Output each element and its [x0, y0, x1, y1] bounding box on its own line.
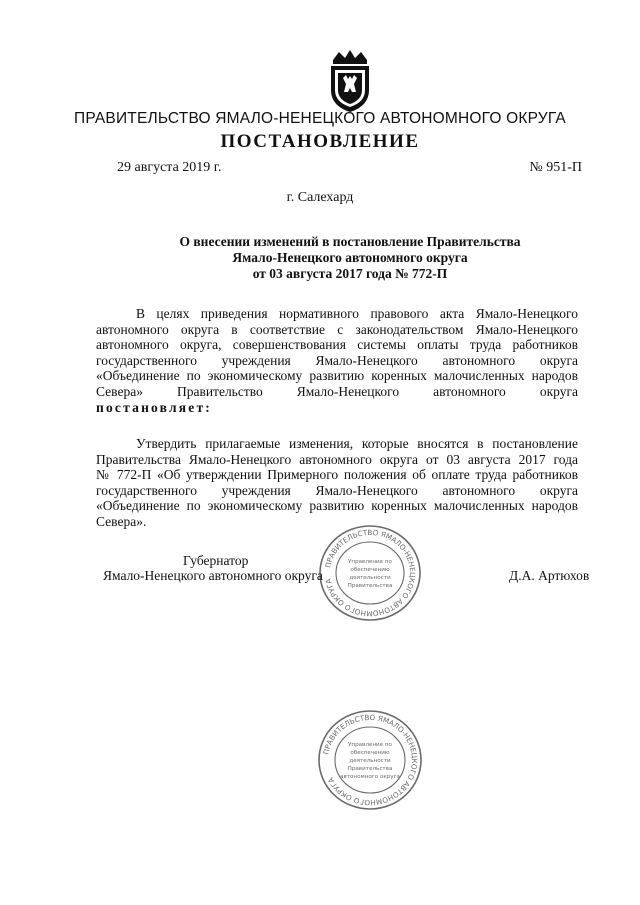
document-type: ПОСТАНОВЛЕНИЕ — [220, 131, 420, 152]
title-line: от 03 августа 2017 года № 772-П — [252, 266, 448, 281]
svg-text:деятельности: деятельности — [349, 575, 391, 581]
svg-text:Правительства: Правительства — [347, 583, 393, 589]
paragraph-line: государственного учреждения Ямало-Ненецкого автономного округа — [96, 482, 578, 498]
paragraph-line: автономного округа, совершенствования системы оплаты труда работников — [96, 337, 578, 353]
resolution-paragraph — [96, 436, 578, 530]
document-date: 29 августа 2019 г. — [117, 160, 222, 175]
svg-text:Правительства: Правительства — [347, 766, 393, 772]
svg-text:ПРАВИТЕЛЬСТВО ЯМАЛО-НЕНЕЦКОГО: ПРАВИТЕЛЬСТВО ЯМАЛО-НЕНЕЦКОГО АВТОНОМНОГО ОКРУГА — [323, 527, 418, 619]
paragraph-line: «Объединение по экономическому развитию коренных малочисленных народов — [96, 368, 578, 384]
paragraph-line: № 772-П «Об утверждении Примерного положения об оплате труда работников — [96, 467, 578, 483]
paragraph-line: В целях приведения нормативного правового акта Ямало-Ненецкого — [136, 306, 578, 321]
seal-impression-stamp — [316, 708, 424, 812]
svg-text:деятельности: деятельности — [349, 758, 391, 764]
paragraph-line: государственного учреждения Ямало-Ненецкого автономного округа — [96, 352, 578, 368]
preamble-paragraph — [96, 306, 578, 415]
svg-text:автономного округа: автономного округа — [340, 774, 400, 780]
paragraph-line: Правительства Ямало-Ненецкого автономного округа от 03 августа 2017 года — [96, 451, 578, 467]
paragraph-line: «Объединение по экономическому развитию коренных малочисленных народов — [96, 498, 578, 514]
resolves-word: постановляет: — [96, 399, 212, 415]
coat-of-arms-icon — [321, 48, 379, 114]
paragraph-line: Утвердить прилагаемые изменения, которые вносятся в постановление — [136, 436, 578, 451]
document-city: г. Салехард — [286, 190, 354, 205]
svg-text:Управление по: Управление по — [348, 742, 392, 748]
official-seal-stamp — [316, 523, 424, 623]
paragraph-line: автономного округа в соответствие с законодательством Ямало-Ненецкого — [96, 321, 578, 337]
svg-text:обеспечению: обеспечению — [350, 750, 390, 756]
signatory-title: Губернатор — [183, 553, 249, 568]
title-line: Ямало-Ненецкого автономного округа — [232, 250, 468, 265]
paragraph-line: Севера» Правительство Ямало-Ненецкого автономного округа — [96, 383, 578, 399]
title-line: О внесении изменений в постановление Правительства — [179, 234, 521, 249]
document-title — [120, 234, 580, 282]
government-name: ПРАВИТЕЛЬСТВО ЯМАЛО-НЕНЕЦКОГО АВТОНОМНОГО ОКРУГА — [74, 110, 566, 127]
svg-text:обеспечению: обеспечению — [350, 567, 390, 573]
svg-text:Управление по: Управление по — [348, 559, 392, 565]
signatory-organization: Ямало-Ненецкого автономного округа — [103, 568, 323, 583]
signatory-name: Д.А. Артюхов — [509, 568, 590, 583]
svg-text:ПРАВИТЕЛЬСТВО ЯМАЛО-НЕНЕЦКОГО: ПРАВИТЕЛЬСТВО ЯМАЛО-НЕНЕЦКОГО АВТОНОМНОГО ОКРУГА — [321, 712, 420, 808]
paragraph-line: Севера». — [96, 513, 147, 529]
document-number: № 951-П — [529, 160, 582, 175]
